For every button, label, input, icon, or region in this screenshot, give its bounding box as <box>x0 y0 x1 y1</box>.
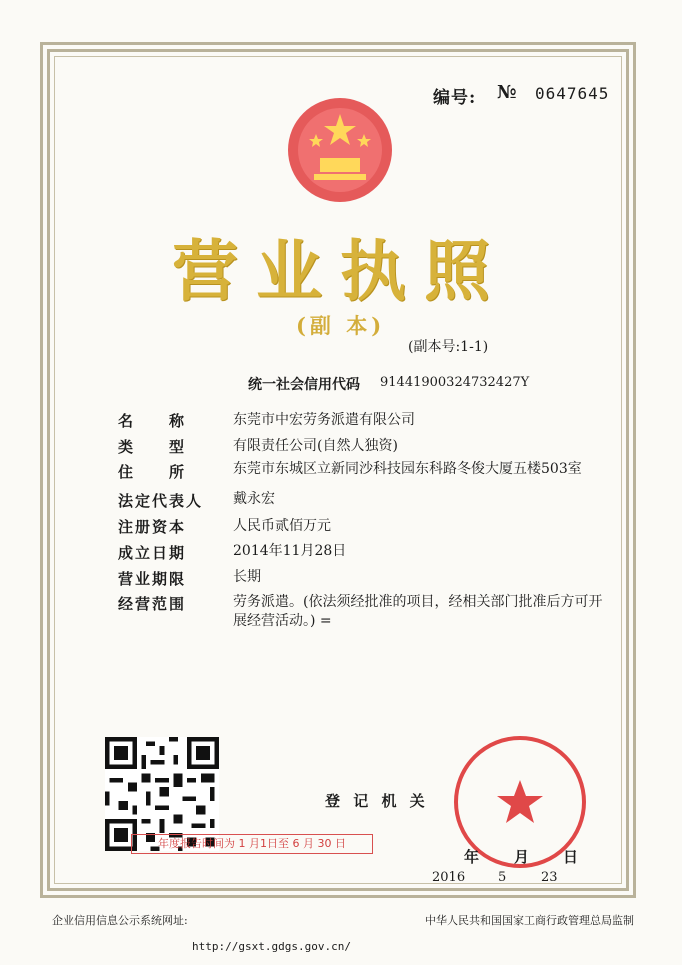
credit-code-label: 统一社会信用代码 <box>248 377 360 393</box>
serial-number-symbol: № <box>497 82 517 103</box>
copy-number: (副本号:1-1) <box>408 339 489 355</box>
serial-number: 0647645 <box>535 84 610 103</box>
field-value-legal-rep: 戴永宏 <box>233 491 275 507</box>
footer-issuer: 中华人民共和国国家工商行政管理总局监制 <box>425 914 634 927</box>
month-value: 5 <box>498 870 507 885</box>
credit-code-value: 91441900324732427Y <box>380 375 530 390</box>
field-value-term: 长期 <box>233 569 261 585</box>
field-label-name: 名 称 <box>118 412 187 430</box>
field-label-address: 住 所 <box>118 463 187 481</box>
field-label-scope: 经营范围 <box>118 595 187 613</box>
year-label: 年 <box>464 848 480 866</box>
national-emblem-icon <box>280 90 400 210</box>
field-value-name: 东莞市中宏劳务派遣有限公司 <box>233 412 415 428</box>
day-label: 日 <box>563 848 579 866</box>
certificate-subtitle: (副 本) <box>296 313 386 338</box>
month-label: 月 <box>514 848 530 866</box>
field-value-established: 2014年11月28日 <box>233 543 347 559</box>
field-label-legal-rep: 法定代表人 <box>118 492 204 510</box>
field-label-capital: 注册资本 <box>118 518 187 536</box>
certificate-title: 营业执照 <box>172 232 508 310</box>
registration-authority-label: 登 记 机 关 <box>325 792 429 810</box>
footer-system-label: 企业信用信息公示系统网址: <box>52 914 188 927</box>
field-value-address: 东莞市东城区立新同沙科技园东科路冬俊大厦五楼503室 <box>233 461 582 477</box>
field-label-term: 营业期限 <box>118 570 187 588</box>
day-value: 23 <box>541 870 558 885</box>
field-value-scope: 劳务派遣。(依法须经批准的项目，经相关部门批准后方可开展经营活动。) = <box>233 594 603 629</box>
field-value-capital: 人民币贰佰万元 <box>233 518 331 534</box>
serial-label: 编号: <box>433 88 477 108</box>
year-value: 2016 <box>432 870 466 885</box>
field-label-type: 类 型 <box>118 438 187 456</box>
footer-url-link[interactable]: http://gsxt.gdgs.gov.cn/ <box>192 940 351 953</box>
field-label-established: 成立日期 <box>118 544 187 562</box>
annual-report-stamp: 年度报告时间为 1 月1日至 6 月 30 日 <box>131 834 373 854</box>
field-value-type: 有限责任公司(自然人独资) <box>233 438 398 454</box>
